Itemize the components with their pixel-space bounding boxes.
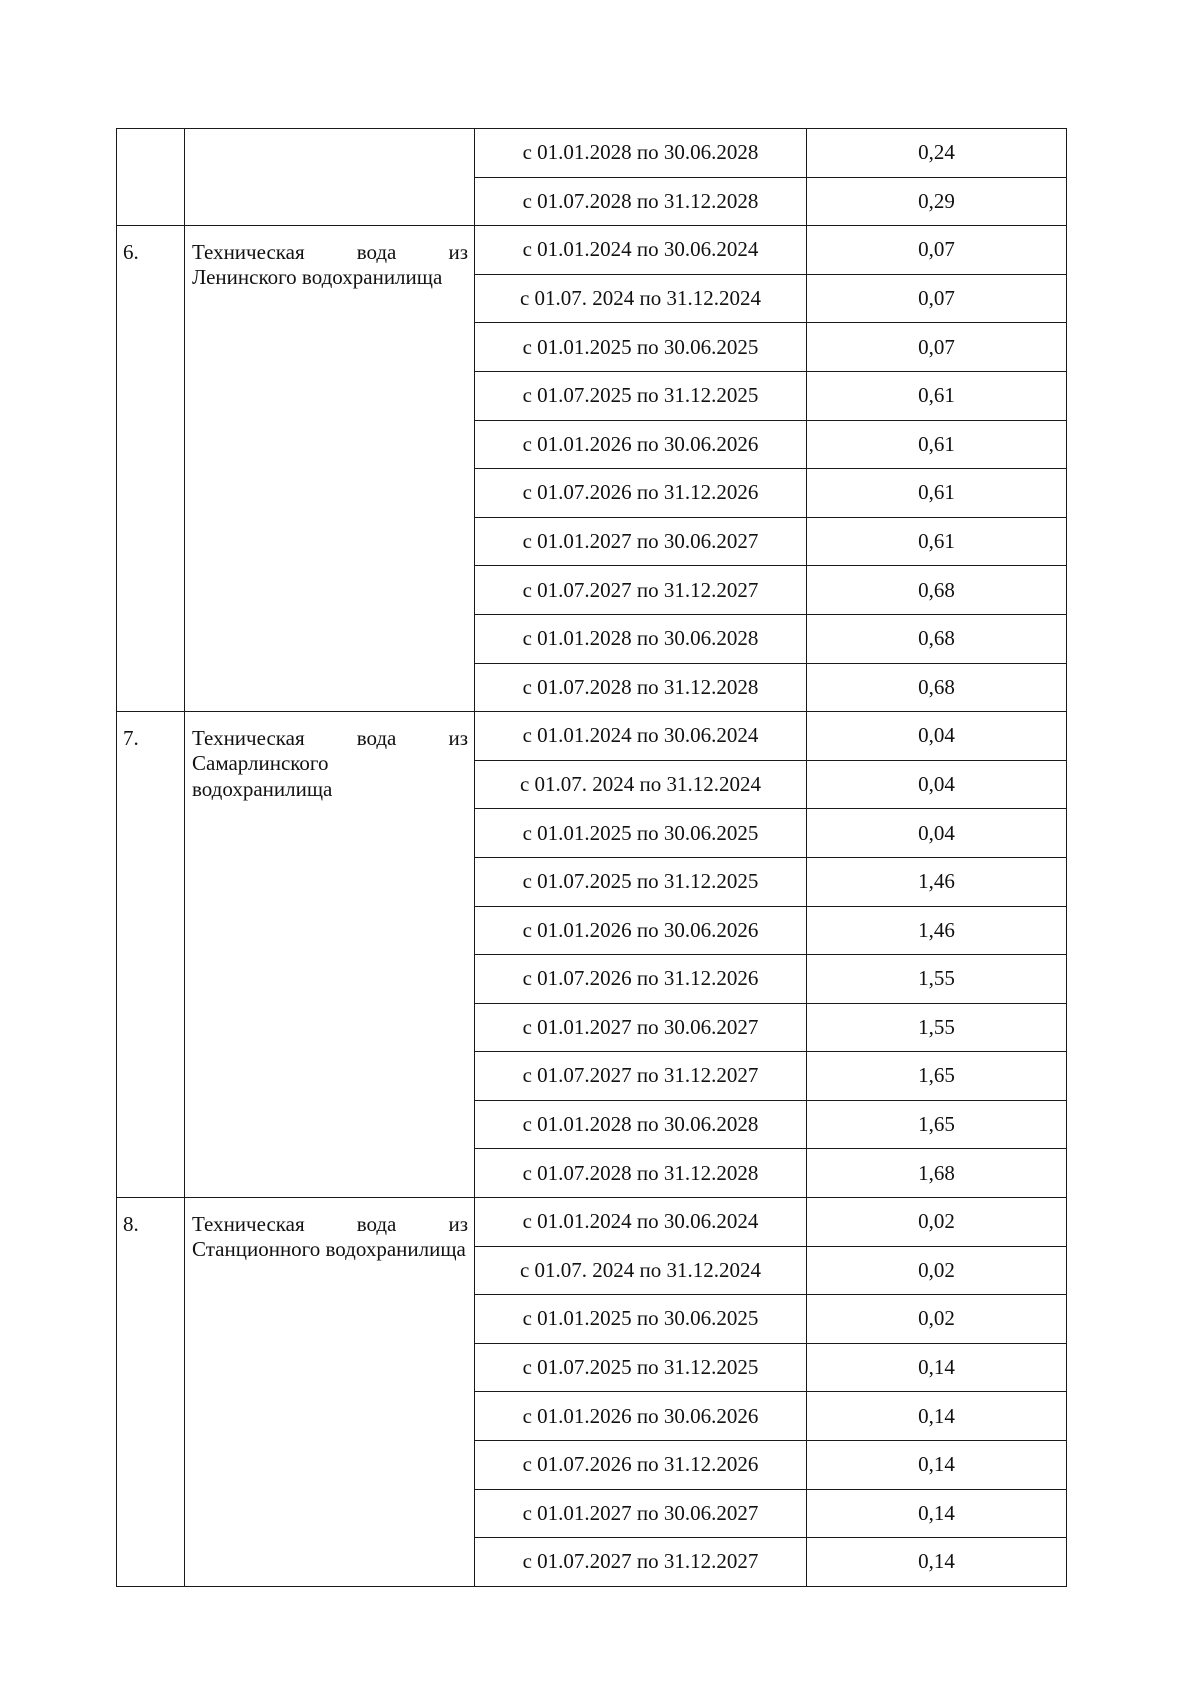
period-cell: с 01.07.2027 по 31.12.2027 xyxy=(475,566,807,615)
period-cell: с 01.07.2028 по 31.12.2028 xyxy=(475,177,807,226)
tariff-value-cell: 1,46 xyxy=(807,906,1067,955)
tariff-value-cell: 0,14 xyxy=(807,1343,1067,1392)
period-cell: с 01.01.2025 по 30.06.2025 xyxy=(475,809,807,858)
tariff-value-cell: 1,55 xyxy=(807,955,1067,1004)
tariff-value-cell: 0,04 xyxy=(807,712,1067,761)
period-cell: с 01.01.2025 по 30.06.2025 xyxy=(475,323,807,372)
table-row xyxy=(117,226,1067,275)
tariff-table-body xyxy=(117,129,1067,1587)
tariff-value-cell: 0,68 xyxy=(807,663,1067,712)
tariff-value-cell: 0,04 xyxy=(807,760,1067,809)
tariff-value-cell: 0,61 xyxy=(807,469,1067,518)
tariff-value-cell: 1,55 xyxy=(807,1003,1067,1052)
period-cell: с 01.07.2027 по 31.12.2027 xyxy=(475,1538,807,1587)
tariff-value-cell: 0,07 xyxy=(807,323,1067,372)
period-cell: с 01.01.2027 по 30.06.2027 xyxy=(475,517,807,566)
tariff-value-cell: 0,14 xyxy=(807,1392,1067,1441)
period-cell: с 01.01.2024 по 30.06.2024 xyxy=(475,226,807,275)
period-cell: с 01.07.2027 по 31.12.2027 xyxy=(475,1052,807,1101)
item-name-cell xyxy=(185,1198,475,1587)
period-cell: с 01.01.2026 по 30.06.2026 xyxy=(475,1392,807,1441)
tariff-value-cell: 0,02 xyxy=(807,1198,1067,1247)
period-cell: с 01.07.2025 по 31.12.2025 xyxy=(475,857,807,906)
table-row xyxy=(117,129,1067,178)
tariff-value-cell: 1,46 xyxy=(807,857,1067,906)
tariff-value-cell: 0,61 xyxy=(807,371,1067,420)
item-name-cell xyxy=(185,226,475,712)
period-cell: с 01.01.2026 по 30.06.2026 xyxy=(475,906,807,955)
row-number-cell: 6. xyxy=(117,226,185,712)
tariff-value-cell: 0,68 xyxy=(807,566,1067,615)
row-number-cell: 7. xyxy=(117,712,185,1198)
tariff-value-cell: 0,14 xyxy=(807,1538,1067,1587)
period-cell: с 01.07.2028 по 31.12.2028 xyxy=(475,663,807,712)
tariff-table xyxy=(116,128,1067,1587)
item-name-line: Техническая вода из xyxy=(192,1212,468,1237)
table-row xyxy=(117,1198,1067,1247)
item-name-line: Техническая вода из xyxy=(192,240,468,265)
period-cell: с 01.01.2024 по 30.06.2024 xyxy=(475,712,807,761)
period-cell: с 01.01.2028 по 30.06.2028 xyxy=(475,614,807,663)
item-name-cell xyxy=(185,712,475,1198)
period-cell: с 01.01.2027 по 30.06.2027 xyxy=(475,1489,807,1538)
item-name-rest: Самарлинского водохранилища xyxy=(192,751,333,801)
tariff-value-cell: 1,65 xyxy=(807,1100,1067,1149)
period-cell: с 01.07.2026 по 31.12.2026 xyxy=(475,955,807,1004)
period-cell: с 01.07. 2024 по 31.12.2024 xyxy=(475,274,807,323)
table-row xyxy=(117,712,1067,761)
tariff-value-cell: 0,02 xyxy=(807,1246,1067,1295)
period-cell: с 01.07.2028 по 31.12.2028 xyxy=(475,1149,807,1198)
period-cell: с 01.01.2025 по 30.06.2025 xyxy=(475,1295,807,1344)
period-cell: с 01.07.2025 по 31.12.2025 xyxy=(475,371,807,420)
tariff-value-cell: 0,07 xyxy=(807,226,1067,275)
period-cell: с 01.07. 2024 по 31.12.2024 xyxy=(475,760,807,809)
tariff-value-cell: 1,65 xyxy=(807,1052,1067,1101)
period-cell: с 01.01.2028 по 30.06.2028 xyxy=(475,129,807,178)
period-cell: с 01.07. 2024 по 31.12.2024 xyxy=(475,1246,807,1295)
item-name-rest: Станционного водохранилища xyxy=(192,1237,466,1262)
period-cell: с 01.07.2026 по 31.12.2026 xyxy=(475,469,807,518)
tariff-value-cell: 0,68 xyxy=(807,614,1067,663)
period-cell: с 01.01.2027 по 30.06.2027 xyxy=(475,1003,807,1052)
row-number-cell xyxy=(117,129,185,226)
tariff-value-cell: 0,07 xyxy=(807,274,1067,323)
period-cell: с 01.07.2026 по 31.12.2026 xyxy=(475,1441,807,1490)
tariff-value-cell: 0,24 xyxy=(807,129,1067,178)
period-cell: с 01.07.2025 по 31.12.2025 xyxy=(475,1343,807,1392)
tariff-value-cell: 0,14 xyxy=(807,1489,1067,1538)
tariff-value-cell: 0,04 xyxy=(807,809,1067,858)
tariff-value-cell: 1,68 xyxy=(807,1149,1067,1198)
tariff-value-cell: 0,61 xyxy=(807,517,1067,566)
tariff-value-cell: 0,61 xyxy=(807,420,1067,469)
row-number-cell: 8. xyxy=(117,1198,185,1587)
tariff-value-cell: 0,02 xyxy=(807,1295,1067,1344)
period-cell: с 01.01.2026 по 30.06.2026 xyxy=(475,420,807,469)
tariff-value-cell: 0,14 xyxy=(807,1441,1067,1490)
item-name-line: Техническая вода из xyxy=(192,726,468,751)
item-name-rest: Ленинского водохранилища xyxy=(192,265,443,290)
tariff-value-cell: 0,29 xyxy=(807,177,1067,226)
item-name-cell xyxy=(185,129,475,226)
period-cell: с 01.01.2024 по 30.06.2024 xyxy=(475,1198,807,1247)
period-cell: с 01.01.2028 по 30.06.2028 xyxy=(475,1100,807,1149)
